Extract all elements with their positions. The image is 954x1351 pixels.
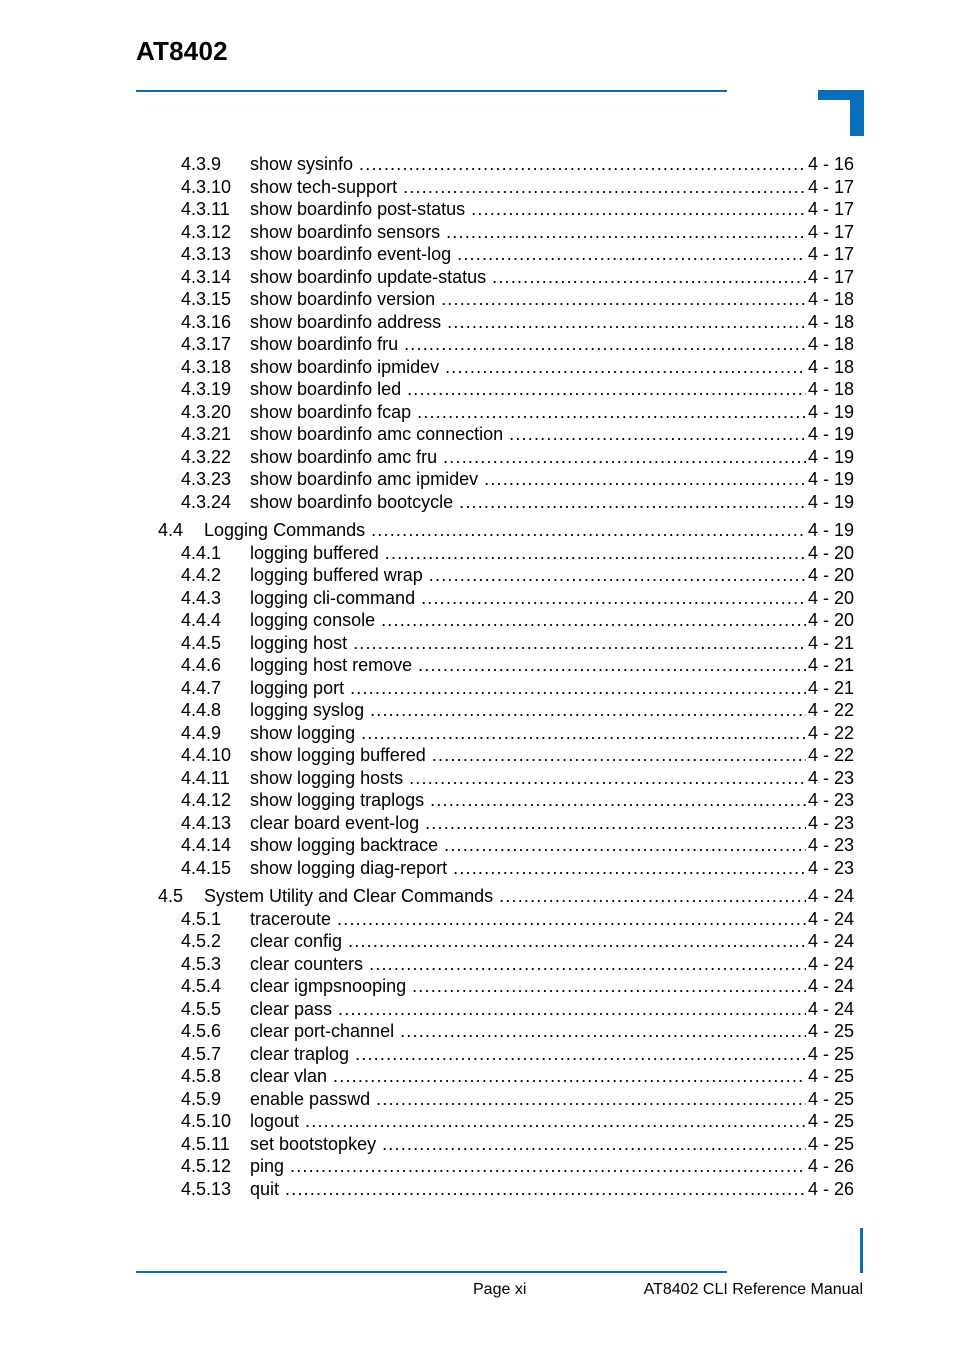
toc-entry[interactable] (181, 1043, 854, 1065)
page-number: Page xi (473, 1281, 527, 1298)
toc-entry-number: 4.5.9 (181, 1088, 222, 1109)
toc-dot-leader (509, 423, 806, 445)
toc-entry-number: 4.5.13 (181, 1178, 232, 1199)
toc-entry[interactable] (181, 953, 854, 975)
toc-entry-title: show boardinfo version (250, 289, 436, 309)
toc-entry[interactable] (181, 198, 854, 220)
toc-entry-page: 4 - 24 (807, 908, 854, 929)
toc-entry-number: 4.4.1 (181, 542, 222, 563)
toc-entry-page: 4 - 24 (807, 998, 854, 1019)
toc-entry-page: 4 - 23 (807, 835, 854, 855)
toc-entry-number: 4.4.12 (181, 790, 232, 810)
toc-entry[interactable] (181, 356, 854, 378)
toc-entry-title: logging console (250, 610, 376, 630)
toc-entry-title: show boardinfo amc ipmidev (250, 469, 479, 489)
toc-entry-page: 4 - 23 (807, 767, 854, 788)
toc-entry[interactable] (181, 491, 854, 513)
corner-mark-side (850, 90, 864, 136)
toc-entry-page: 4 - 19 (807, 401, 854, 422)
toc-entry-title: ping (250, 1156, 285, 1176)
toc-entry-number: 4.4.4 (181, 610, 222, 630)
toc-entry-page: 4 - 26 (807, 1178, 854, 1199)
toc-entry-number: 4.5.1 (181, 908, 222, 929)
toc-dot-leader (369, 953, 806, 975)
toc-entry-page: 4 - 19 (807, 520, 854, 540)
toc-entry-title: logging cli-command (250, 587, 416, 608)
toc-entry-number: 4.4.3 (181, 587, 222, 608)
toc-entry-number: 4.5.6 (181, 1021, 222, 1041)
toc-entry[interactable] (181, 266, 854, 288)
toc-dot-leader (409, 767, 806, 789)
toc-entry[interactable] (181, 1020, 854, 1042)
toc-entry-page: 4 - 24 (807, 886, 854, 906)
toc-dot-leader (382, 1133, 806, 1155)
toc-entry-page: 4 - 17 (807, 266, 854, 287)
toc-entry[interactable] (181, 221, 854, 243)
toc-dot-leader (429, 564, 806, 586)
toc-entry-title: show boardinfo bootcycle (250, 491, 454, 512)
toc-entry-title: show boardinfo post-status (250, 199, 466, 219)
toc-entry-number: 4.5.8 (181, 1066, 222, 1086)
toc-dot-leader (305, 1110, 806, 1132)
toc-entry-number: 4.5.5 (181, 998, 222, 1019)
toc-dot-leader (446, 221, 806, 243)
toc-entry-page: 4 - 25 (807, 1043, 854, 1064)
toc-entry-page: 4 - 16 (807, 154, 854, 174)
toc-dot-leader (471, 198, 806, 220)
toc-entry-title: show sysinfo (250, 154, 354, 174)
toc-dot-leader (376, 1088, 806, 1110)
toc-entry-page: 4 - 24 (807, 976, 854, 996)
toc-entry-number: 4.3.15 (181, 289, 232, 309)
toc-entry-number: 4.3.12 (181, 221, 232, 242)
toc-dot-leader (355, 1043, 806, 1065)
toc-entry-title: show boardinfo sensors (250, 221, 441, 242)
toc-entry-number: 4.5.7 (181, 1043, 222, 1064)
toc-entry[interactable] (181, 930, 854, 952)
corner-mark (818, 90, 864, 136)
toc-entry[interactable] (181, 1133, 854, 1155)
toc-entry-page: 4 - 19 (807, 446, 854, 467)
toc-entry[interactable] (181, 632, 854, 654)
toc-entry-number: 4.4.14 (181, 835, 232, 855)
toc-dot-leader (457, 243, 806, 265)
toc-entry-page: 4 - 17 (807, 244, 854, 264)
toc-entry-page: 4 - 20 (807, 542, 854, 563)
toc-entry-number: 4.5.12 (181, 1156, 232, 1176)
toc-dot-leader (403, 176, 806, 198)
toc-entry-title: clear config (250, 931, 343, 951)
toc-dot-leader (459, 491, 806, 513)
toc-entry-title: show boardinfo ipmidev (250, 356, 440, 377)
document-title: AT8402 (136, 36, 228, 66)
toc-entry-number: 4.3.18 (181, 356, 232, 377)
toc-entry[interactable] (181, 468, 854, 490)
toc-entry-title: clear igmpsnooping (250, 976, 407, 996)
toc-entry-number: 4.3.10 (181, 176, 232, 197)
toc-entry-title: show tech-support (250, 176, 398, 197)
toc-entry[interactable] (181, 1088, 854, 1110)
footer-rule (136, 1271, 727, 1273)
toc-entry-number: 4.3.23 (181, 469, 232, 489)
toc-dot-leader (407, 378, 806, 400)
toc-entry-title: show logging buffered (250, 745, 426, 765)
toc-entry-page: 4 - 19 (807, 424, 854, 444)
toc-entry-page: 4 - 22 (807, 700, 854, 720)
toc-entry-page: 4 - 26 (807, 1156, 854, 1176)
toc-entry-title: show boardinfo amc fru (250, 446, 438, 467)
toc-entry[interactable] (181, 1178, 854, 1200)
toc-entry[interactable] (181, 333, 854, 355)
toc-entry-number: 4.3.16 (181, 311, 232, 332)
toc-entry[interactable] (181, 423, 854, 445)
toc-dot-leader (430, 789, 806, 811)
toc-entry[interactable] (181, 564, 854, 586)
toc-entry-page: 4 - 25 (807, 1111, 854, 1131)
toc-dot-leader (385, 542, 806, 564)
toc-dot-leader (441, 288, 806, 310)
toc-entry-page: 4 - 25 (807, 1088, 854, 1109)
toc-dot-leader (371, 519, 806, 541)
toc-dot-leader (361, 722, 806, 744)
toc-entry-page: 4 - 18 (807, 289, 854, 309)
toc-entry-number: 4.4.2 (181, 565, 222, 585)
toc-entry-page: 4 - 21 (807, 655, 854, 675)
toc-entry-page: 4 - 21 (807, 677, 854, 698)
toc-dot-leader (453, 857, 806, 879)
toc-entry[interactable] (181, 908, 854, 930)
toc-entry-number: 4.3.9 (181, 154, 222, 174)
toc-dot-leader (333, 1065, 806, 1087)
toc-entry-title: show boardinfo update-status (250, 266, 487, 287)
toc-entry-page: 4 - 18 (807, 356, 854, 377)
toc-entry-title: clear traplog (250, 1043, 350, 1064)
toc-entry[interactable] (181, 722, 854, 744)
toc-entry[interactable] (181, 609, 854, 631)
toc-entry[interactable] (181, 998, 854, 1020)
toc-entry-number: 4.4.15 (181, 857, 232, 878)
toc-entry-title: traceroute (250, 908, 332, 929)
toc-entry-title: show boardinfo fcap (250, 401, 412, 422)
toc-entry-title: logging host remove (250, 655, 413, 675)
footer-mark (860, 1228, 863, 1273)
toc-dot-leader (348, 930, 806, 952)
toc-dot-leader (418, 654, 806, 676)
toc-entry-page: 4 - 21 (807, 632, 854, 653)
toc-dot-leader (412, 975, 806, 997)
toc-entry-page: 4 - 25 (807, 1021, 854, 1041)
toc-entry-title: show boardinfo led (250, 379, 402, 399)
toc-entry-page: 4 - 19 (807, 469, 854, 489)
toc-entry[interactable] (181, 834, 854, 856)
toc-entry-title: show logging backtrace (250, 835, 439, 855)
toc-entry-number: 4.4.9 (181, 722, 222, 743)
toc-entry-title: clear vlan (250, 1066, 328, 1086)
toc-entry-title: clear counters (250, 953, 364, 974)
toc-dot-leader (337, 908, 806, 930)
toc-dot-leader (417, 401, 806, 423)
toc-entry[interactable] (181, 446, 854, 468)
toc-entry-title: set bootstopkey (250, 1133, 377, 1154)
toc-dot-leader (353, 632, 806, 654)
toc-entry-title: enable passwd (250, 1088, 371, 1109)
toc-entry-number: 4.4.13 (181, 812, 232, 833)
toc-entry-title: logging buffered wrap (250, 565, 423, 585)
toc-dot-leader (381, 609, 806, 631)
toc-entry[interactable] (181, 176, 854, 198)
toc-entry-number: 4.5.2 (181, 931, 222, 951)
toc-dot-leader (432, 744, 806, 766)
toc-entry-number: 4.5.4 (181, 976, 222, 996)
toc-dot-leader (443, 446, 806, 468)
toc-entry-number: 4.4.5 (181, 632, 222, 653)
toc-dot-leader (447, 311, 806, 333)
toc-dot-leader (350, 677, 806, 699)
toc-entry-page: 4 - 20 (807, 610, 854, 630)
toc-dot-leader (359, 153, 806, 175)
toc-dot-leader (484, 468, 806, 490)
toc-entry-page: 4 - 20 (807, 587, 854, 608)
toc-entry[interactable] (181, 812, 854, 834)
toc-entry[interactable] (181, 767, 854, 789)
toc-entry-number: 4.4.6 (181, 655, 222, 675)
toc-entry[interactable] (181, 654, 854, 676)
toc-entry[interactable] (181, 311, 854, 333)
toc-dot-leader (338, 998, 806, 1020)
toc-entry-number: 4.3.14 (181, 266, 232, 287)
toc-entry[interactable] (181, 153, 854, 175)
toc-entry-title: clear board event-log (250, 812, 420, 833)
toc-entry-number: 4.5.10 (181, 1111, 232, 1131)
toc-entry-number: 4.3.13 (181, 244, 232, 264)
toc-entry-page: 4 - 23 (807, 812, 854, 833)
toc-entry-title: logging syslog (250, 700, 365, 720)
toc-entry[interactable] (181, 789, 854, 811)
toc-dot-leader (370, 699, 806, 721)
toc-entry[interactable] (181, 587, 854, 609)
toc-entry-number: 4.5.11 (181, 1133, 230, 1154)
toc-entry-title: logout (250, 1111, 300, 1131)
toc-entry[interactable] (181, 378, 854, 400)
toc-entry-page: 4 - 25 (807, 1066, 854, 1086)
manual-title: AT8402 CLI Reference Manual (643, 1281, 863, 1298)
toc-entry-number: 4.3.21 (181, 424, 232, 444)
toc-entry-number: 4.5.3 (181, 953, 222, 974)
header-rule (136, 90, 727, 92)
toc-entry-number: 4.4 (158, 520, 184, 540)
toc-entry[interactable] (181, 1155, 854, 1177)
toc-entry-page: 4 - 17 (807, 221, 854, 242)
toc-dot-leader (400, 1020, 806, 1042)
toc-dot-leader (499, 885, 806, 907)
toc-entry-title: show logging (250, 722, 356, 743)
toc-entry-number: 4.4.11 (181, 767, 230, 788)
toc-entry-number: 4.3.22 (181, 446, 232, 467)
toc-entry[interactable] (181, 401, 854, 423)
toc-entry[interactable] (181, 288, 854, 310)
toc-entry-number: 4.3.19 (181, 379, 232, 399)
toc-entry[interactable] (181, 1110, 854, 1132)
toc-entry-number: 4.3.20 (181, 401, 232, 422)
toc-entry[interactable] (181, 1065, 854, 1087)
toc-entry-title: logging buffered (250, 542, 379, 563)
toc-entry-title: logging host (250, 632, 348, 653)
toc-entry[interactable] (181, 542, 854, 564)
toc-entry-page: 4 - 25 (807, 1133, 854, 1154)
toc-entry-page: 4 - 18 (807, 379, 854, 399)
toc-entry-page: 4 - 23 (807, 857, 854, 878)
toc-entry-title: clear port-channel (250, 1021, 395, 1041)
toc-dot-leader (445, 356, 806, 378)
toc-entry-title: show boardinfo fru (250, 334, 399, 354)
toc-entry-page: 4 - 18 (807, 334, 854, 354)
toc-entry-title: show boardinfo amc connection (250, 424, 504, 444)
toc-entry[interactable] (181, 243, 854, 265)
toc-section-entry[interactable] (158, 885, 854, 907)
toc-entry-title: show boardinfo event-log (250, 244, 452, 264)
toc-entry-title: quit (250, 1178, 280, 1199)
toc-entry-page: 4 - 20 (807, 565, 854, 585)
toc-entry[interactable] (181, 744, 854, 766)
toc-entry-number: 4.4.10 (181, 745, 232, 765)
toc-entry[interactable] (181, 975, 854, 997)
toc-entry-title: Logging Commands (204, 520, 366, 540)
toc-entry-number: 4.5 (158, 886, 184, 906)
toc-entry-page: 4 - 22 (807, 745, 854, 765)
toc-entry-page: 4 - 17 (807, 176, 854, 197)
toc-dot-leader (492, 266, 806, 288)
toc-entry-page: 4 - 22 (807, 722, 854, 743)
toc-entry-title: show logging traplogs (250, 790, 425, 810)
toc-dot-leader (404, 333, 806, 355)
toc-entry-title: show logging diag-report (250, 857, 448, 878)
toc-dot-leader (425, 812, 806, 834)
toc-section-entry[interactable] (158, 519, 854, 541)
toc-entry-page: 4 - 24 (807, 931, 854, 951)
toc-entry-number: 4.4.7 (181, 677, 222, 698)
toc-dot-leader (285, 1178, 806, 1200)
toc-dot-leader (290, 1155, 806, 1177)
toc-entry-number: 4.3.24 (181, 491, 232, 512)
toc-entry[interactable] (181, 699, 854, 721)
toc-entry-page: 4 - 23 (807, 790, 854, 810)
toc-entry-title: show logging hosts (250, 767, 404, 788)
toc-entry-title: System Utility and Clear Commands (204, 886, 494, 906)
toc-entry[interactable] (181, 857, 854, 879)
toc-entry-title: show boardinfo address (250, 311, 442, 332)
toc-entry-page: 4 - 17 (807, 199, 854, 219)
toc-entry-number: 4.4.8 (181, 700, 222, 720)
toc-entry-title: logging port (250, 677, 345, 698)
toc-entry[interactable] (181, 677, 854, 699)
toc-entry-number: 4.3.17 (181, 334, 232, 354)
toc-dot-leader (421, 587, 806, 609)
toc-entry-number: 4.3.11 (181, 199, 230, 219)
toc-entry-page: 4 - 19 (807, 491, 854, 512)
toc-entry-title: clear pass (250, 998, 333, 1019)
toc-entry-page: 4 - 18 (807, 311, 854, 332)
toc-dot-leader (444, 834, 806, 856)
toc-entry-page: 4 - 24 (807, 953, 854, 974)
